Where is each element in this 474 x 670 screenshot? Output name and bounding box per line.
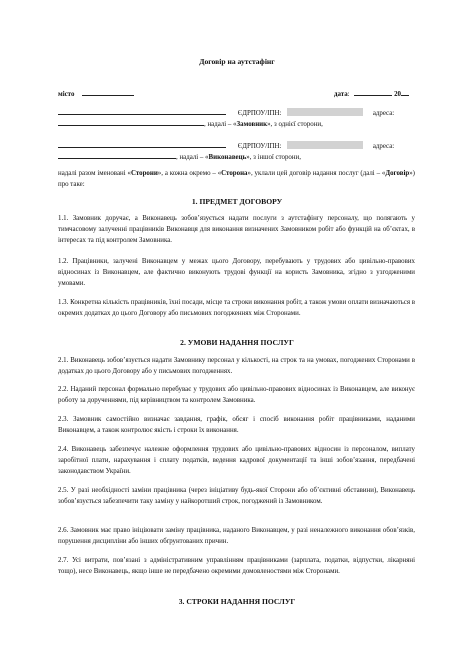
- clause-2-5: 2.5. У разі необхідності заміни працівника (через ініціативу будь-якої Сторони або об’єктивні обставини), Виконавець зобов’язується забезпечити таку заміну у найкоротший строк, погоджений із Замовником.: [58, 487, 415, 506]
- party1-name-field[interactable]: [58, 107, 226, 115]
- date-row: дата: 20: [334, 88, 409, 99]
- party2-edrpou-label: ЄДРПОУ/ІПН:: [237, 143, 282, 150]
- date-field[interactable]: [354, 88, 392, 96]
- section-1-heading: 1. ПРЕДМЕТ ДОГОВОРУ: [191, 197, 283, 206]
- party2-name-field[interactable]: [58, 140, 226, 148]
- clause-2-3: 2.3. Замовник самостійно визначає завдання, графік, обсяг і спосіб виконання робіт працівниками, наданими Виконавцем, а також контролює якість і строки їх виконання.: [58, 416, 415, 435]
- city-row: [58, 88, 134, 99]
- clause-2-7: 2.7. Усі витрати, пов’язані з адміністративним управлінням працівниками (зарплата, податки, відпустки, лікарняні тощо), несе Виконавець, якщо інше не передбачено окремими домовленостями між Сторонами.: [58, 557, 415, 576]
- clause-2-2: 2.2. Наданий персонал формально перебуває у трудових або цивільно-правових відносинах із Виконавцем, але виконує роботу за дорученнями, під керівництвом та контролем Замовника.: [58, 386, 415, 405]
- party2-row2: , надалі – «Виконавець», з іншої сторони,: [58, 151, 301, 162]
- city-label: місто: [58, 91, 75, 98]
- party1-row2: , надалі – «Замовник», з однієї сторони,: [58, 118, 323, 129]
- year-field[interactable]: [401, 88, 409, 96]
- party2-role: Виконавець: [208, 154, 247, 161]
- party1-edrpou-label: ЄДРПОУ/ІПН:: [237, 110, 282, 117]
- intro-paragraph: надалі разом іменовані «Сторони», а кожна окремо – «Сторона», уклали цей договір надання послуг (далі – «Договір») про таке:: [58, 170, 415, 188]
- clause-2-6: 2.6. Замовник має право ініціювати заміну працівника, наданого Виконавцем, у разі неналежного виконання обов’язків, порушення дисципліни або інших обґрунтованих причин.: [58, 527, 415, 546]
- party1-address-label: адреса:: [372, 110, 395, 117]
- party2-row1: [58, 140, 394, 151]
- party1-address-field[interactable]: [58, 118, 204, 126]
- date-label: дата: [334, 91, 348, 98]
- party2-address-label: адреса:: [372, 143, 395, 150]
- section-3-heading: 3. СТРОКИ НАДАННЯ ПОСЛУГ: [178, 597, 296, 606]
- city-field[interactable]: [82, 88, 134, 96]
- party1-edrpou-field[interactable]: [287, 108, 363, 116]
- party1-role: Замовник: [236, 121, 268, 128]
- clause-1-1: 1.1. Замовник доручає, а Виконавець зобов’язується надати послуги з аутстафінгу персоналу, що полягають у тимчасовому залученні працівників Виконавця для виконання визначених Замовником робіт або функцій на об’єктах, в інтересах та під контролем Замовника.: [58, 215, 415, 245]
- document-title: Договір на аутстафінг: [199, 57, 275, 66]
- party1-row1: [58, 107, 394, 118]
- party2-edrpou-field[interactable]: [287, 141, 363, 149]
- clause-1-2: 1.2. Працівники, залучені Виконавцем у межах цього Договору, перебувають у трудових або цивільно-правових відносинах із Виконавцем, але фактично виконують трудові функції на користь Замовника, згідно з узгодженими умовами.: [58, 258, 415, 288]
- clause-2-4: 2.4. Виконавець забезпечує належне оформлення трудових або цивільно-правових відносин із персоналом, виплату заробітної плати, нарахування і сплату податків, ведення кадрової документації та інші зобов’язання, передбачені законодавством України.: [58, 446, 415, 476]
- clause-2-1: 2.1. Виконавець зобов’язується надати Замовнику персонал у кількості, на строк та на умовах, погоджених Сторонами в додатках до цього Договору або у письмових погодженнях.: [58, 357, 415, 376]
- section-2-heading: 2. УМОВИ НАДАННЯ ПОСЛУГ: [180, 338, 294, 347]
- clause-1-3: 1.3. Конкретна кількість працівників, їхні посади, місце та строки виконання робіт, а також умови оплати визначаються в окремих додатках до цього Договору або письмових погодженнях між Сторонами.: [58, 299, 415, 318]
- year-label: 20: [394, 91, 401, 98]
- party2-address-field[interactable]: [58, 151, 176, 159]
